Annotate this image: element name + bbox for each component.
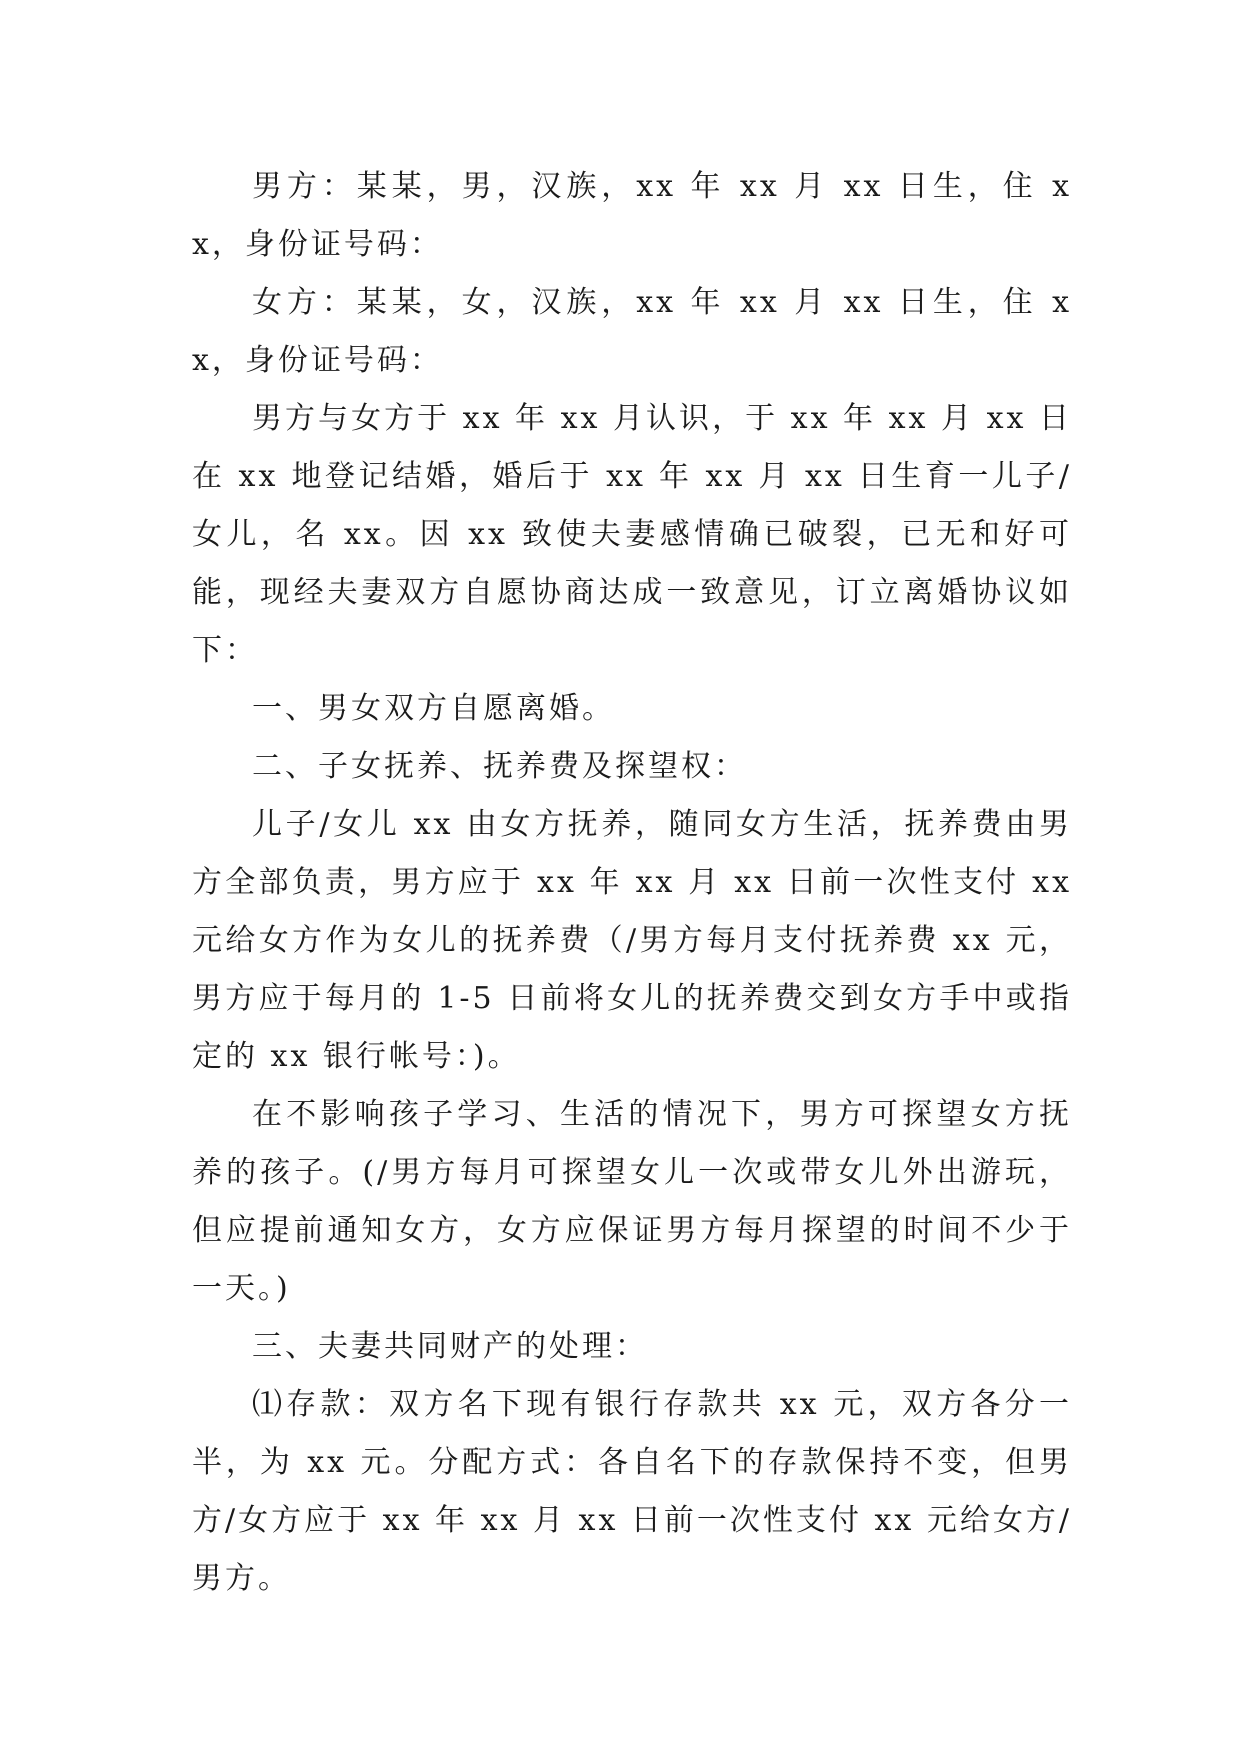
paragraph-clause-2-heading: 二、子女抚养、抚养费及探望权： bbox=[252, 749, 747, 784]
paragraph-male-party: 男方：某某，男，汉族，xx 年 xx 月 xx 日生，住 xx，身份证号码： bbox=[192, 169, 1072, 262]
paragraph-marriage-background: 男方与女方于 xx 年 xx 月认识，于 xx 年 xx 月 xx 日在 xx 地登记结婚，婚后于 xx 年 xx 月 xx 日生育一儿子/女儿，名 xx。因 xx 致使夫妻感情确已破裂，已无和好可能，现经夫妻双方自愿协商达成一致意见，订立离婚协议如下： bbox=[192, 401, 1072, 668]
paragraph-savings: ⑴存款：双方名下现有银行存款共 xx 元，双方各分一半，为 xx 元。分配方式：各自名下的存款保持不变，但男方/女方应于 xx 年 xx 月 xx 日前一次性支付 xx 元给女方/男方。 bbox=[192, 1387, 1072, 1596]
paragraph-female-party: 女方：某某，女，汉族，xx 年 xx 月 xx 日生，住 xx，身份证号码： bbox=[192, 285, 1072, 378]
paragraph-child-support: 儿子/女儿 xx 由女方抚养，随同女方生活，抚养费由男方全部负责，男方应于 xx 年 xx 月 xx 日前一次性支付 xx 元给女方作为女儿的抚养费（/男方每月支付抚养费 xx 元，男方应于每月的 1-5 日前将女儿的抚养费交到女方手中或指定的 xx 银行帐号：)。 bbox=[192, 807, 1072, 1074]
paragraph-clause-1: 一、男女双方自愿离婚。 bbox=[252, 691, 615, 726]
paragraph-visitation: 在不影响孩子学习、生活的情况下，男方可探望女方抚养的孩子。(/男方每月可探望女儿一次或带女儿外出游玩，但应提前通知女方，女方应保证男方每月探望的时间不少于一天。) bbox=[192, 1097, 1072, 1306]
paragraph-clause-3-heading: 三、夫妻共同财产的处理： bbox=[252, 1329, 648, 1364]
document-body bbox=[192, 158, 1072, 1608]
